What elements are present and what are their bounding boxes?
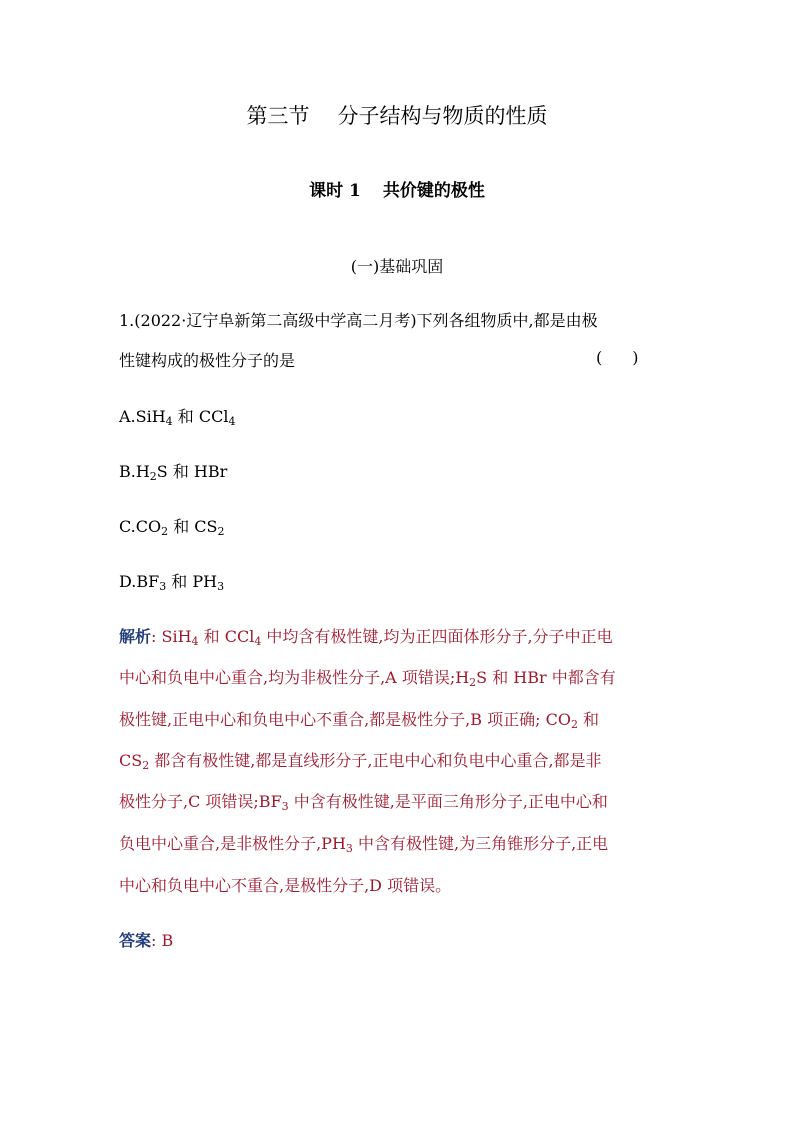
analysis-line-6: 负电中心重合,是非极性分子$,PH_3$ 中含有极性键,为三角锥形分子,正电 (119, 834, 609, 855)
analysis-line-5: 极性分子,C 项错误$;BF_3$ 中含有极性键,是平面三角形分子,正电中心和 (119, 792, 608, 813)
lesson-title (0, 176, 794, 201)
answer-blank: ( ) (596, 348, 639, 367)
option-b: $B.H_2S$ 和 HBr (119, 462, 228, 483)
page-title (0, 100, 794, 130)
section-heading: (一)基础巩固 (350, 257, 444, 276)
lesson-number: 课时 1 (309, 181, 361, 201)
answer-line (119, 928, 173, 951)
question-line-1: 1.(2022·辽宁阜新第二高级中学高二月考)下列各组物质中,都是由极 (119, 311, 598, 330)
option-c: $C.CO_2$ 和 $CS_2$ (119, 517, 225, 538)
section-number: 第三节 (246, 104, 310, 128)
analysis-line-3: 极性键,正电中心和负电中心不重合,都是极性分子,B 项正确; $CO_2$ 和 (119, 710, 600, 731)
option-a: A.SiH$_4$ 和 CCl$_4$ (119, 407, 236, 428)
question-line-2: 性键构成的极性分子的是 (119, 351, 296, 370)
section-name: 分子结构与物质的性质 (337, 104, 548, 128)
answer-label: 答案 (119, 931, 152, 950)
analysis-label: 解析 (119, 627, 152, 646)
analysis-line-7: 中心和负电中心不重合,是极性分子,D 项错误。 (119, 876, 452, 895)
analysis-line-1: 解析: SiH$_4$ 和 CCl$_4$ 中均含有极性键,均为正四面体形分子,分子中正电 (119, 627, 613, 648)
lesson-name: 共价键的极性 (382, 181, 485, 201)
analysis-line-4: $CS_2$ 都含有极性键,都是直线形分子,正电中心和负电中心重合,都是非 (119, 751, 602, 772)
answer-value: : B (151, 931, 174, 950)
analysis-line-2: 中心和负电中心重合,均为非极性分子,A 项错误$;H_2S$ 和 HBr 中都含有 (119, 668, 616, 689)
option-d: $D.BF_3$ 和 $PH_3$ (119, 572, 225, 593)
